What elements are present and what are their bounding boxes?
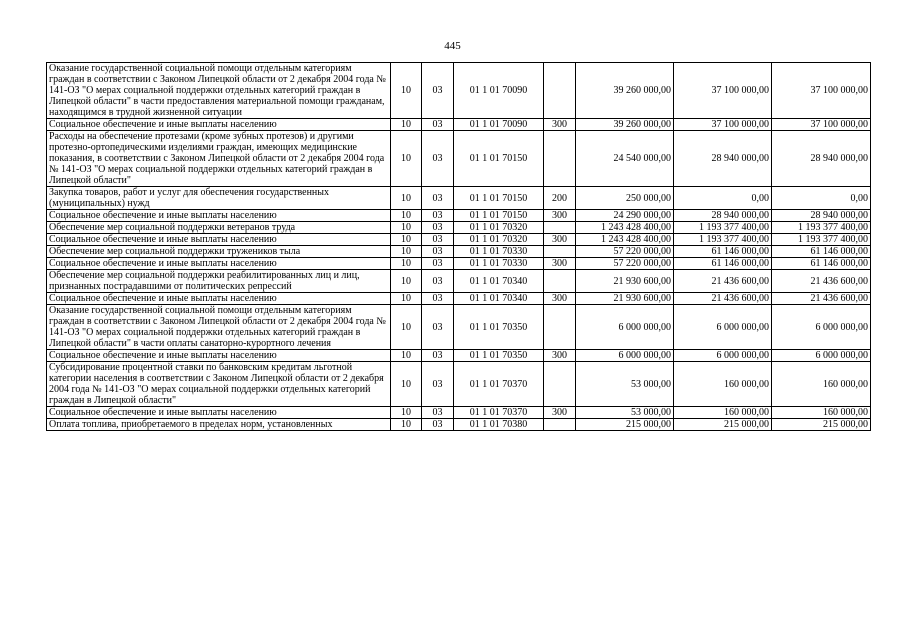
amount-year1-cell: 53 000,00 [576,362,674,407]
amount-year1-cell: 39 260 000,00 [576,63,674,119]
amount-year3-cell: 61 146 000,00 [772,246,871,258]
amount-year3-cell: 6 000 000,00 [772,305,871,350]
expense-type-cell: 300 [544,293,576,305]
subsection-code-cell: 03 [422,362,454,407]
item-name-cell: Социальное обеспечение и иные выплаты населению [47,293,391,305]
amount-year1-cell: 1 243 428 400,00 [576,234,674,246]
subsection-code-cell: 03 [422,131,454,187]
amount-year2-cell: 6 000 000,00 [674,350,772,362]
amount-year2-cell: 21 436 600,00 [674,270,772,293]
subsection-code-cell: 03 [422,270,454,293]
amount-year3-cell: 21 436 600,00 [772,270,871,293]
section-code-cell: 10 [391,293,422,305]
amount-year3-cell: 215 000,00 [772,419,871,431]
amount-year2-cell: 61 146 000,00 [674,258,772,270]
budget-table-body [47,63,871,431]
expense-type-cell: 300 [544,258,576,270]
item-name-cell: Обеспечение мер социальной поддержки ветеранов труда [47,222,391,234]
subsection-code-cell: 03 [422,293,454,305]
item-name-cell: Расходы на обеспечение протезами (кроме зубных протезов) и другими протезно-ортопедическими изделиями граждан, имеющих медицинские показания, в соответствии с Законом Липецкой области от 2 декабря 2004 года № 141-ОЗ "О мерах социальной поддержки отдельных категорий граждан в Липецкой области" [47,131,391,187]
subsection-code-cell: 03 [422,246,454,258]
item-name-cell: Субсидирование процентной ставки по банковским кредитам льготной категории населения в соответствии с Законом Липецкой области от 2 декабря 2004 года № 141-ОЗ "О мерах социальной поддержки отдельных категорий граждан в Липецкой области" [47,362,391,407]
table-row [47,419,871,431]
expense-type-cell [544,222,576,234]
target-article-cell: 01 1 01 70340 [454,293,544,305]
item-name-cell: Социальное обеспечение и иные выплаты населению [47,234,391,246]
target-article-cell: 01 1 01 70090 [454,63,544,119]
table-row [47,350,871,362]
budget-table [46,62,871,431]
section-code-cell: 10 [391,270,422,293]
table-row [47,187,871,210]
amount-year3-cell: 160 000,00 [772,407,871,419]
target-article-cell: 01 1 01 70150 [454,131,544,187]
subsection-code-cell: 03 [422,407,454,419]
table-row [47,246,871,258]
amount-year2-cell: 37 100 000,00 [674,119,772,131]
section-code-cell: 10 [391,407,422,419]
target-article-cell: 01 1 01 70090 [454,119,544,131]
amount-year3-cell: 21 436 600,00 [772,293,871,305]
target-article-cell: 01 1 01 70340 [454,270,544,293]
table-row [47,305,871,350]
target-article-cell: 01 1 01 70350 [454,350,544,362]
subsection-code-cell: 03 [422,210,454,222]
section-code-cell: 10 [391,210,422,222]
amount-year3-cell: 28 940 000,00 [772,210,871,222]
subsection-code-cell: 03 [422,234,454,246]
expense-type-cell [544,270,576,293]
expense-type-cell: 300 [544,234,576,246]
amount-year2-cell: 215 000,00 [674,419,772,431]
amount-year3-cell: 0,00 [772,187,871,210]
table-row [47,131,871,187]
target-article-cell: 01 1 01 70330 [454,246,544,258]
amount-year1-cell: 57 220 000,00 [576,258,674,270]
amount-year3-cell: 1 193 377 400,00 [772,234,871,246]
section-code-cell: 10 [391,246,422,258]
section-code-cell: 10 [391,362,422,407]
subsection-code-cell: 03 [422,222,454,234]
amount-year1-cell: 24 540 000,00 [576,131,674,187]
expense-type-cell: 300 [544,350,576,362]
expense-type-cell: 300 [544,407,576,419]
expense-type-cell [544,246,576,258]
section-code-cell: 10 [391,305,422,350]
section-code-cell: 10 [391,234,422,246]
target-article-cell: 01 1 01 70150 [454,210,544,222]
amount-year2-cell: 160 000,00 [674,407,772,419]
page-number: 445 [444,40,461,52]
target-article-cell: 01 1 01 70350 [454,305,544,350]
amount-year1-cell: 250 000,00 [576,187,674,210]
section-code-cell: 10 [391,63,422,119]
section-code-cell: 10 [391,119,422,131]
expense-type-cell [544,63,576,119]
target-article-cell: 01 1 01 70380 [454,419,544,431]
amount-year1-cell: 215 000,00 [576,419,674,431]
table-row [47,270,871,293]
table-row [47,222,871,234]
table-row [47,258,871,270]
subsection-code-cell: 03 [422,63,454,119]
target-article-cell: 01 1 01 70150 [454,187,544,210]
amount-year1-cell: 21 930 600,00 [576,270,674,293]
amount-year2-cell: 6 000 000,00 [674,305,772,350]
item-name-cell: Оказание государственной социальной помощи отдельным категориям граждан в соответствии с Законом Липецкой области от 2 декабря 2004 года № 141-ОЗ "О мерах социальной поддержки отдельных категорий граждан в Липецкой области" в части предоставления материальной помощи гражданам, находящимся в трудной жизненной ситуации [47,63,391,119]
target-article-cell: 01 1 01 70330 [454,258,544,270]
table-row [47,210,871,222]
section-code-cell: 10 [391,187,422,210]
table-row [47,119,871,131]
item-name-cell: Обеспечение мер социальной поддержки тружеников тыла [47,246,391,258]
section-code-cell: 10 [391,258,422,270]
amount-year2-cell: 21 436 600,00 [674,293,772,305]
table-row [47,234,871,246]
target-article-cell: 01 1 01 70320 [454,234,544,246]
amount-year1-cell: 24 290 000,00 [576,210,674,222]
target-article-cell: 01 1 01 70370 [454,362,544,407]
amount-year2-cell: 28 940 000,00 [674,131,772,187]
amount-year2-cell: 1 193 377 400,00 [674,234,772,246]
item-name-cell: Социальное обеспечение и иные выплаты населению [47,350,391,362]
subsection-code-cell: 03 [422,350,454,362]
subsection-code-cell: 03 [422,419,454,431]
item-name-cell: Социальное обеспечение и иные выплаты населению [47,119,391,131]
section-code-cell: 10 [391,222,422,234]
amount-year1-cell: 1 243 428 400,00 [576,222,674,234]
amount-year3-cell: 28 940 000,00 [772,131,871,187]
item-name-cell: Социальное обеспечение и иные выплаты населению [47,258,391,270]
table-row [47,63,871,119]
amount-year1-cell: 57 220 000,00 [576,246,674,258]
amount-year1-cell: 39 260 000,00 [576,119,674,131]
subsection-code-cell: 03 [422,305,454,350]
amount-year3-cell: 1 193 377 400,00 [772,222,871,234]
expense-type-cell [544,131,576,187]
amount-year3-cell: 37 100 000,00 [772,63,871,119]
expense-type-cell [544,362,576,407]
expense-type-cell: 300 [544,210,576,222]
expense-type-cell: 300 [544,119,576,131]
amount-year2-cell: 37 100 000,00 [674,63,772,119]
amount-year3-cell: 61 146 000,00 [772,258,871,270]
amount-year2-cell: 61 146 000,00 [674,246,772,258]
item-name-cell: Социальное обеспечение и иные выплаты населению [47,210,391,222]
amount-year3-cell: 6 000 000,00 [772,350,871,362]
amount-year3-cell: 37 100 000,00 [772,119,871,131]
subsection-code-cell: 03 [422,119,454,131]
subsection-code-cell: 03 [422,258,454,270]
subsection-code-cell: 03 [422,187,454,210]
table-row [47,362,871,407]
amount-year2-cell: 1 193 377 400,00 [674,222,772,234]
item-name-cell: Закупка товаров, работ и услуг для обеспечения государственных (муниципальных) нужд [47,187,391,210]
amount-year2-cell: 28 940 000,00 [674,210,772,222]
item-name-cell: Оплата топлива, приобретаемого в пределах норм, установленных [47,419,391,431]
section-code-cell: 10 [391,419,422,431]
section-code-cell: 10 [391,131,422,187]
expense-type-cell [544,305,576,350]
amount-year1-cell: 21 930 600,00 [576,293,674,305]
amount-year1-cell: 6 000 000,00 [576,305,674,350]
amount-year2-cell: 0,00 [674,187,772,210]
item-name-cell: Обеспечение мер социальной поддержки реабилитированных лиц и лиц, признанных пострадавшими от политических репрессий [47,270,391,293]
expense-type-cell: 200 [544,187,576,210]
target-article-cell: 01 1 01 70370 [454,407,544,419]
target-article-cell: 01 1 01 70320 [454,222,544,234]
item-name-cell: Социальное обеспечение и иные выплаты населению [47,407,391,419]
amount-year2-cell: 160 000,00 [674,362,772,407]
section-code-cell: 10 [391,350,422,362]
amount-year3-cell: 160 000,00 [772,362,871,407]
table-row [47,407,871,419]
item-name-cell: Оказание государственной социальной помощи отдельным категориям граждан в соответствии с Законом Липецкой области от 2 декабря 2004 года № 141-ОЗ "О мерах социальной поддержки отдельных категорий граждан в Липецкой области" в части оплаты санаторно-курортного лечения [47,305,391,350]
amount-year1-cell: 6 000 000,00 [576,350,674,362]
amount-year1-cell: 53 000,00 [576,407,674,419]
table-row [47,293,871,305]
expense-type-cell [544,419,576,431]
